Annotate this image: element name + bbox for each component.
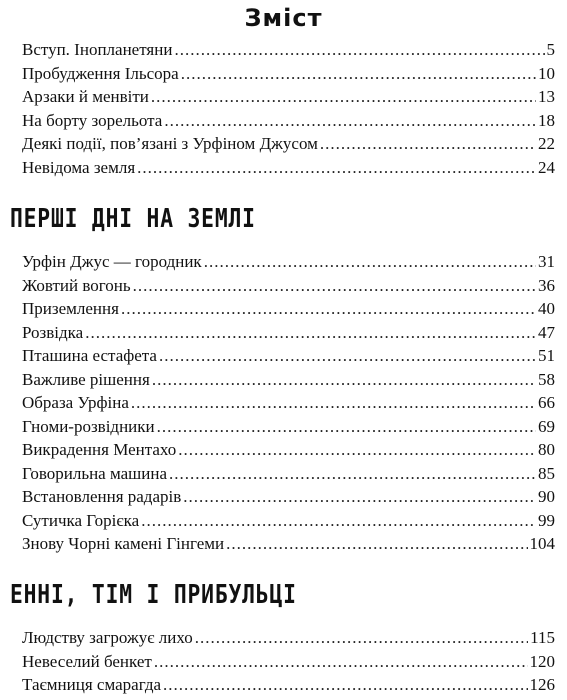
toc-entry[interactable] — [22, 250, 555, 274]
dot-leader — [181, 62, 536, 86]
entry-page-number: 80 — [538, 440, 555, 459]
entry-page-number: 115 — [530, 628, 555, 647]
entry-page-number: 13 — [538, 87, 555, 106]
entry-title: Гноми-розвідники — [22, 416, 155, 436]
entry-title: Пташина естафета — [22, 346, 157, 365]
entry-page-number: 58 — [538, 369, 555, 389]
entry-page-number: 85 — [538, 463, 555, 483]
entry-page-number: 10 — [538, 63, 555, 83]
dot-leader — [152, 368, 536, 392]
entry-page-number: 90 — [538, 487, 555, 506]
entry-title: Розвідка — [22, 322, 84, 342]
toc-entry[interactable] — [22, 109, 555, 133]
entry-page-number: 66 — [538, 393, 555, 412]
toc-entry[interactable] — [22, 391, 555, 415]
entry-title: Жовтий вогонь — [22, 275, 131, 295]
section-entry-list — [22, 250, 555, 556]
section-entry-list — [22, 626, 555, 697]
toc-entry[interactable] — [22, 297, 555, 321]
dot-leader — [226, 532, 527, 556]
entry-title: Говорильна машина — [22, 463, 167, 483]
toc-entry[interactable] — [22, 156, 555, 180]
entry-title: Пробудження Ільсора — [22, 63, 179, 83]
entry-page-number: 31 — [538, 252, 555, 271]
entry-title: Вступ. Інопланетяни — [22, 40, 173, 59]
entry-page-number: 5 — [546, 40, 555, 59]
entry-title: Арзаки й менвіти — [22, 87, 149, 106]
dot-leader — [157, 415, 536, 439]
entry-title: Таємниця смарагда — [22, 675, 162, 694]
entry-page-number: 120 — [529, 651, 555, 671]
dot-leader — [163, 673, 527, 697]
toc-entry[interactable] — [22, 62, 555, 86]
toc-entry[interactable] — [22, 85, 555, 109]
entry-title: Образа Урфіна — [22, 393, 129, 412]
entry-title: Приземлення — [22, 299, 119, 318]
toc-entry[interactable] — [22, 38, 555, 62]
toc-entry[interactable] — [22, 485, 555, 509]
entry-page-number: 99 — [538, 510, 555, 530]
entry-page-number: 104 — [529, 534, 555, 553]
entry-page-number: 22 — [538, 134, 555, 153]
toc-entry[interactable] — [22, 509, 555, 533]
entry-title: Важливе рішення — [22, 369, 150, 389]
toc-entry[interactable] — [22, 368, 555, 392]
toc-entry[interactable] — [22, 650, 555, 674]
toc-entry[interactable] — [22, 626, 555, 650]
dot-leader — [320, 132, 536, 156]
toc-entry[interactable] — [22, 274, 555, 298]
toc-entry[interactable] — [22, 438, 555, 462]
entry-page-number: 18 — [538, 110, 555, 130]
entry-page-number: 47 — [538, 322, 555, 342]
dot-leader — [154, 650, 528, 674]
dot-leader — [137, 156, 536, 180]
toc-entry[interactable] — [22, 344, 555, 368]
entry-title: Сутичка Горієка — [22, 510, 140, 530]
entry-title: Людству загрожує лихо — [22, 628, 193, 647]
entry-title: Встановлення радарів — [22, 487, 182, 506]
entry-page-number: 69 — [538, 416, 555, 436]
entry-page-number: 51 — [538, 346, 555, 365]
entry-title: Невідома земля — [22, 157, 136, 177]
dot-leader — [164, 109, 536, 133]
entry-title: Деякі події, пов’язані з Урфіном Джусом — [22, 134, 318, 153]
dot-leader — [195, 626, 528, 650]
dot-leader — [131, 391, 536, 415]
entry-title: На борту зорельота — [22, 110, 163, 130]
entry-page-number: 36 — [538, 275, 555, 295]
entry-page-number: 24 — [538, 157, 555, 177]
dot-leader — [183, 485, 536, 509]
dot-leader — [133, 274, 536, 298]
entry-title: Знову Чорні камені Гінгеми — [22, 534, 225, 553]
section-heading: ЕННІ, ТІМ І ПРИБУЛЬЦІ — [10, 580, 297, 610]
toc-entry[interactable] — [22, 415, 555, 439]
entry-page-number: 126 — [529, 675, 555, 694]
dot-leader — [174, 38, 544, 62]
toc-entry[interactable] — [22, 532, 555, 556]
entry-title: Урфін Джус — городник — [22, 252, 202, 271]
dot-leader — [204, 250, 536, 274]
dot-leader — [169, 462, 536, 486]
toc-entry[interactable] — [22, 321, 555, 345]
toc-entry[interactable] — [22, 673, 555, 697]
toc-entry[interactable] — [22, 462, 555, 486]
entry-page-number: 40 — [538, 299, 555, 318]
entry-title: Невеселий бенкет — [22, 651, 152, 671]
intro-entry-list — [22, 38, 555, 179]
dot-leader — [151, 85, 536, 109]
dot-leader — [121, 297, 536, 321]
entry-title: Викрадення Ментахо — [22, 440, 177, 459]
toc-entry[interactable] — [22, 132, 555, 156]
dot-leader — [159, 344, 536, 368]
dot-leader — [85, 321, 536, 345]
toc-title: Зміст — [244, 4, 323, 32]
dot-leader — [141, 509, 536, 533]
section-heading: ПЕРШІ ДНІ НА ЗЕМЛІ — [10, 204, 256, 234]
dot-leader — [178, 438, 536, 462]
